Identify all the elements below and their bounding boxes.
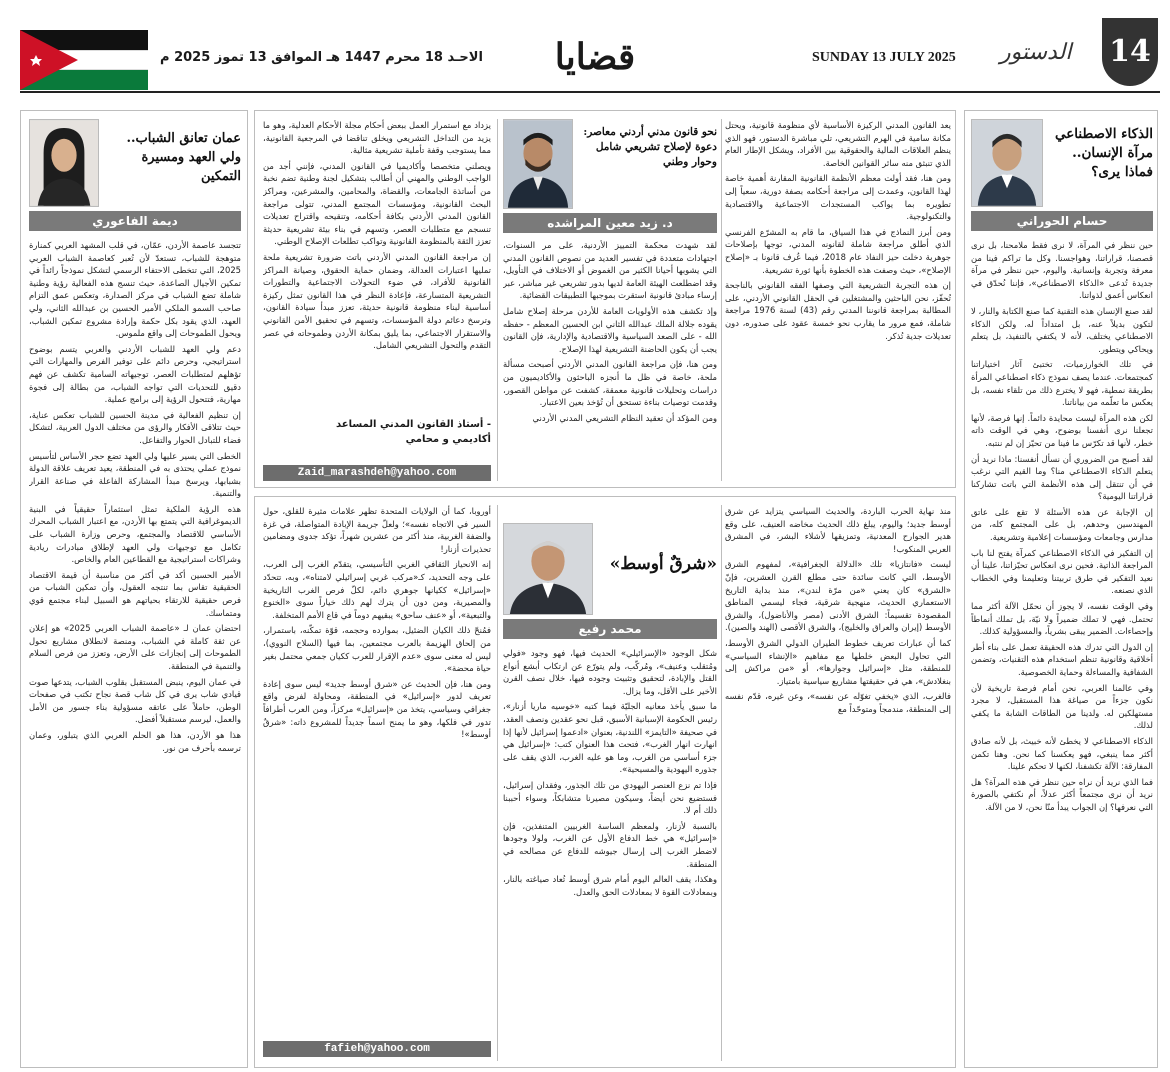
headline: نحو قانون مدني أردني معاصر: دعوة لإصلاح تشريعي شامل وحوار وطني: [583, 126, 717, 168]
author-email: Zaid_marashdeh@yahoo.com: [263, 465, 491, 481]
paragraph: لقد أصبح من الضروري أن نسأل أنفسنا: ماذا نريد أن يتعلم الذكاء الاصطناعي منا؟ وما القيم التي نرغب في أن تنتقل إلى هذه الأنظمة التي باتت تشاركنا قراراتنا اليومية؟: [971, 453, 1153, 502]
newspaper-logo: الدستور: [1000, 40, 1072, 65]
paragraph: في عمان اليوم، ينبض المستقبل بقلوب الشباب، يتدعها صوت قيادي شاب يرى في كل شاب قصة نجاح تكتب في صفحات الوطن، حاملاً على عاتقه مسؤولية بناء جسور من الأمل والعمل، ليرسم مستقبلاً أفضل.: [29, 676, 241, 725]
paragraph: ويصلني متخصصا وأكاديميا في القانون المدني، فإنني أجد من الواجب الوطني والمهني أن أطالب بتشكيل لجنة وطنية تضم نخبة من أساتذة الجامعات، والقضاة، والمحامين، والمشرعين، ومراكز البحث القانونية، ومؤسسات المجتمع المدني، تتولى مراجعة القانون المدني الأردني بكافة أحكامه، وتنقيحه واقتراح تعديلات تنسجم مع متطلبات العصر، وتسهم في بناء بيئة تشريعية حديثة تعزز الثقة بالمنظومة القانونية وتواكب تطلعات الإصلاح الوطني.: [263, 160, 491, 247]
paragraph: منذ نهاية الحرب الباردة، والحديث السياسي يتزايد عن شرق أوسط جديد؛ واليوم، يبلغ ذلك الحديث مخاضه العنيف، على وقع هدير الجوارح المعدنية، وتمزيقها لأشلاء البشر، في المشرق العربي المنكوب!: [725, 506, 951, 554]
article-youth: [20, 110, 248, 1068]
paragraph: فإذا تم نزع العنصر اليهودي من تلك الجذور، وفقدان إسرائيل، فستضيع نحن أيضاً، وسيكون مصيرنا متشابكاً، وسواء أحببنا ذلك أم لا.: [503, 779, 717, 816]
portrait-icon: [504, 120, 572, 208]
paragraph: الأمير الحسين أكد في أكثر من مناسبة أن قيمة الاقتصاد الحقيقية تقاس بما تنتجه العقول، وأن تمكين الشباب من فرص حقيقية للارتقاء بحياتهم هو السبيل لبناء مجتمع قوي ومتماسك.: [29, 569, 241, 618]
paragraph: إن مراجعة القانون المدني الأردني باتت ضرورة تشريعية ملحة تمليها اعتبارات العدالة، وضمان حماية الحقوق، وصيانة المراكز القانونية للأفراد، في ضوء التحولات الاجتماعية والتطورات التشريعية المتسارعة، فإعادة النظر في هذا القانون تمثل ركيزة أساسية لبناء منظومة قانونية حديثة، تعزز مبدأ سيادة القانون، وترسخ دعائم دولة المؤسسات، وتسهم في تحقيق الأمن القانوني والاستقرار الاجتماعي، بما يليق بمكانة الأردن وطموحاته في عصر التقدم والتحول التشريعي الشامل.: [263, 251, 491, 351]
article-body-col1: [725, 119, 951, 481]
paragraph: لكن هذه المرآة ليست محايدة دائماً. إنها فرصة، لأنها تجعلنا نرى أنفسنا بوضوح، وهي في الوقت ذاته خطر، لأنها قد تكرّس ما فينا من تحيّز إن لم ننتبه.: [971, 412, 1153, 448]
article-body-col2: [503, 647, 717, 1061]
column-divider: [497, 119, 498, 481]
author-byline: محمد رفيع: [503, 619, 717, 639]
paragraph: وإذ تكشف هذه الأولويات العامة للأردن مرحلة إصلاح شامل يقوده جلالة الملك عبدالله الثاني ابن الحسين المعظم - حفظه الله - على الصعد السياسية والاقتصادية والإدارية، فإن القانون يجب أن يكون الحاضنة التشريعية لهذا الإصلاح.: [503, 305, 717, 354]
paragraph: وهكذا، يقف العالم اليوم أمام شرق أوسط تُعاد صياغته بالنار، وبمعادلات القوة لا بمعادلات الحق والعدل.: [503, 874, 717, 897]
paragraph: تتجسد عاصمة الأردن، عمّان، في قلب المشهد العربي كمنارة متوهجة للشباب، تستعدّ لأن تُعبر كعاصمة الشباب العربي 2025، التي تتخطى الاحتفاء الرسمي لتشكل نموذجاً رائداً في تمكين الأجيال الصاعدة، حيث تنسج هذه الفعالية رؤية وطنية شاملة تضع الشباب في مركز الصدارة، وتعكس عمق التزام صاحب السمو الملكي الأمير الحسين بن عبدالله الثاني، ولي العهد، الذي يقود بكل حكمة وإرادة مشروع تمكين الشباب، ويحول الطموحات إلى واقع ملموس.: [29, 240, 241, 339]
paragraph: دعم ولي العهد للشباب الأردني والعربي يتسم بوضوح استراتيجي، وحرص دائم على توفير الفرص والمهارات التي تؤهلهم لمتطلبات العصر، توجيهاته السامية تكشف عن فهم دقيق للتحديات التي تواجه الشباب، من بطالة إلى فجوة مهارية، فتتحول الرؤية إلى برامج عملية.: [29, 343, 241, 405]
paragraph: في تلك الخوارزميات، تختبئ آثار اختياراتنا كمجتمعات. عندما يصف نموذج ذكاء اصطناعي المرأة بطريقة نمطية، فهو لا يخترع ذلك من تلقاء نفسه، بل يعكس ما تعلّمه من بياناتنا.: [971, 359, 1153, 408]
paragraph: ومن هنا، فإن مراجعة القانون المدني الأردني أصبحت مسألة ملحة، خاصة في ظل ما أنجزه الباحثون والأكاديميون من دراسات وتحليلات قانونية معمقة، كشفت عن مواطن القصور، وقدمت توصيات بناءة تستحق أن تُؤخذ بعين الاعتبار.: [503, 359, 717, 408]
paragraph: لقد شهدت محكمة التمييز الأردنية، على مر السنوات، اجتهادات متعددة في تفسير العديد من نصوص القانون المدني التي يشوبها أحيانا الكثير من الغموض أو الاختلاف في التأويل، وقد اضطلعت الهيئة العامة لديها بدور تشريعي غير مباشر، عبر إرساء مبادئ قانونية استقرت بموجبها التطبيقات القضائية.: [503, 240, 717, 301]
paragraph: كما أن عبارات تعريف خطوط الطيران الدولي الشرق الأوسط، التي تحاول البعض خلطها مع مفاهيم «الإنشاء السياسي» للمنطقة، مثل «إسرائيل وجوارها»، أو «من مراكش إلى بنغلادش»، هي في حقيقتها مشاريع سياسية بامتياز.: [725, 637, 951, 686]
paragraph: شكل الوجود «الإسرائيلي» الحديث فيها، فهو وجود «فولي ومُتقلب وعنيف»، ومُركّب، ولم يتورّع عن ارتكاب أبشع أنواع القتل والإبادة، لتحقيق وتثبيت وجوده فيها، خلال نصف القرن الأخير على الأقل، وما يزال.: [503, 648, 717, 696]
paragraph: ليست «فانتازيا» تلك «الدلالة الجغرافية»، لمفهوم الشرق الأوسط، التي كانت سائدة حتى مطلع القرن العشرين، فإنّ «الشرق» كان يعني «من مرّة لندن»، منذ بداية التاريخ الاستعماري الحديث، منهجية شرقية، فجاء ليسمي المناطق المقصودة تقسيماً: الشرق الأدنى (مصر والأناضول)، والشرق الأوسط (إيران والعراق والخليج)، والشرق الأقصى (الهند والصين).: [725, 559, 951, 633]
paragraph: إن الإجابة عن هذه الأسئلة لا تقع على عاتق المهندسين وحدهم، بل على المجتمع كله، من مدارس وجامعات ومؤسسات إعلامية وتشريعية.: [971, 506, 1153, 543]
author-byline: حسام الحوراني: [971, 211, 1153, 231]
paragraph: ومن هنا، فقد أولت معظم الأنظمة القانونية المقارنة أهمية خاصة لهذا القانون، وعمدت إلى مراجعة أحكامه بصفة دورية، سعياً إلى تطويره بما يواكب المستجدات الاجتماعية والاقتصادية والتكنولوجية.: [725, 173, 951, 222]
headline: الذكاء الاصطناعي مرآة الإنسان.. فماذا يرى؟: [1054, 126, 1153, 180]
paragraph: فمُنحّ ذلك الكيان الضئيل، بموارده وحجمه، قوّة تمكّنه، باستمرار، من إلحاق الهزيمة بالعرب مجتمعين، بما فيها (السلاح النووي)، ليس له معنى سوى «عدم الإقرار للعرب ككيان جمعي محتمل بغير حياة محضة».: [263, 625, 491, 674]
paragraph: بالنسبة لأزنار، ولمعظم الساسة الغربيين المتنفذين، فإن «إسرائيل» هي خط الدفاع الأول عن الغرب، ولولا وجودها لاضطر الغرب إلى إرسال جيوشه للدفاع عن مصالحه في المنطقة.: [503, 820, 717, 869]
page-header: [0, 0, 1170, 92]
author-photo-dima: [29, 119, 99, 207]
article-body-col3: [263, 119, 491, 409]
signature-role: أكاديمي و محامي: [405, 434, 491, 445]
date-arabic: الاحـد 18 محرم 1447 هـ الموافق 13 تموز 2025 م: [160, 50, 483, 65]
section-title: قضايا: [554, 36, 636, 78]
article-middle-east: [254, 496, 956, 1068]
paragraph: ومن أبرز النماذج في هذا السياق، ما قام به المشرّع الفرنسي الذي أطلق مراجعة شاملة لقانونه المدني، توجها بإصلاحات جوهرية دخلت حيز النفاذ عام 2018، فيما عُرف قانونا بـ «إصلاح الإصلاح»، حيث وصفت هذه الخطوة بأنها ثورة تشريعية.: [725, 226, 951, 275]
article-civil-law: [254, 110, 956, 488]
portrait-icon: [972, 120, 1042, 206]
paragraph: هذه الرؤية الملكية تمثل استثماراً حقيقياً في البنية الديموغرافية التي يتمتع بها الأردن، مع اعتبار الشباب المحرك الأساسي للاقتصاد والمجتمع، وحرص وزارة الشباب على تكامل مع توجيهات ولي العهد لإطلاق مبادرات ريادية وشراكات استراتيجية مع القطاعين العام والخاص.: [29, 503, 241, 565]
paragraph: ومن المؤكد أن تعقيد النظام التشريعي المدني الأردني: [532, 412, 717, 423]
author-photo-zaid: [503, 119, 573, 209]
author-byline: د. زيد معين المراشده: [503, 213, 717, 233]
paragraph: ما سبق يأخذ معانيه الجليّة فيما كتبه «خوسيه ماريا أزنار»، رئيس الحكومة الإسبانية الأسبق، قبل نحو عقدين ونصف العقد، في صحيفة «التايمز» اللندنية، بعنوان «ادعموا إسرائيل لأنها إذا انهارت انهار الغرب»، فتحت هذا العنوان كتب: «إسرائيل هي جزء أساسي من الغرب، وما هو عليه الغرب، الذي يقف على جذوره اليهودية والمسيحية».: [503, 701, 717, 775]
author-photo-hossam: [971, 119, 1043, 207]
signature-title: - أستاذ القانون المدني المساعد: [336, 419, 491, 430]
paragraph: أوروبا، كما أن الولايات المتحدة تظهر علامات مثيرة للقلق، حول السير في الاتجاه نفسه»؛ ولعلّ جريمة الإبادة المتواصلة، في غزة والضفة الغربية، منذ أكثر من عشرين شهراً، تؤكد جدوى ومضامين تحذيرات أزنار!: [263, 506, 491, 554]
article-body-col1: [971, 239, 1153, 1063]
jordan-flag-icon: [20, 30, 148, 90]
author-byline: ديمة الفاعوري: [29, 211, 241, 231]
paragraph: الخطى التي يسير عليها ولي العهد تضع حجر الأساس لتأسيس نموذج عملي يحتذى به في المنطقة، يعيد تعريف علاقة الدولة بشبابها، ويرسخ مبدأ المشاركة الفاعلة في صناعة القرار والتنمية.: [29, 450, 241, 499]
paragraph: إن تنظيم الفعالية في مدينة الحسين للشباب تعكس عناية، حيث تتلاقى الأفكار والرؤى من مختلف الدول العربية، لتشكل فضاء للتبادل الحوار والتفاعل.: [29, 409, 241, 445]
author-signature: [263, 417, 491, 447]
paragraph: فالغرب، الذي «يخفي تغوّله عن نفسه»، وعن غيره، قدّم نفسه إلى المنطقة، مندمجاً ومتوحّداً مع: [725, 691, 951, 714]
paragraph: ومن هنا، فإن الحديث عن «شرق أوسط جديد» ليس سوى إعادة تعريف لدور «إسرائيل» في المنطقة، ومحاولة لفرض واقع جغرافي وسياسي، يتخذ من «إسرائيل» مركزاً، ومن العرب أطرافاً تدور في فلكها، وهو ما يمنح اسماً جديداً للمشروع ذاته: «شرقٌ أوسط»!: [263, 678, 491, 740]
paragraph: إن التفكير في الذكاء الاصطناعي كمرآة يفتح لنا باب المراجعة الذاتية. فحين نرى انعكاس تحيّزاتنا، علينا أن نعيد التفكير في طرق تربيتنا وتعليمنا وفي الخطاب الذي نصنعه.: [971, 547, 1153, 596]
date-english: SUNDAY 13 JULY 2025: [812, 50, 956, 65]
article-body-col2: [503, 239, 717, 481]
headline: عمان تعانق الشباب.. ولي العهد ومسيرة التمكين: [126, 131, 241, 184]
article-body-col1: [725, 505, 951, 1061]
paragraph: لقد صنع الإنسان هذه التقنية كما صنع الكتابة والنار، لا لتكون بديلاً عنه، بل امتداداً له. ولكن الذكاء الاصطناعي يختلف، لأنه لا يكتفي بالتنفيذ، بل يتعلم ويحاكي ويتطور.: [971, 305, 1153, 354]
column-divider: [721, 505, 722, 1061]
header-divider: [20, 91, 1160, 93]
paragraph: إن هذه التجربة التشريعية التي وصفها الفقه القانوني بالناجحة تُحفّز، نحن الباحثين والمشتغلين في الحقل القانوني الأردني، على المطالبة بمراجعة قانوننا المدني رقم (43) لسنة 1976 مراجعة شاملة، فمع مرور ما يقارب نحو خمسة عقود على صدوره، دون تعديلات جدية تُذكر.: [725, 280, 951, 341]
paragraph: احتضان عمان لـ «عاصمة الشباب العربي 2025» هو إعلان عن ثقة كاملة في الشباب، ومنصة لانطلاق مشاريع تحول الطموحات إلى إنجازات على الأرض، وتعزز من فرص السلام والتنمية في المنطقة.: [29, 623, 241, 671]
headline: «شرقٌ أوسط»: [609, 554, 717, 574]
paragraph: وفي عالمنا العربي، نحن أمام فرصة تاريخية لأن نكون جزءاً من صياغة هذا المستقبل، لا مجرد مستهلكين له. ولدينا من الطاقات الشابة ما يكفي لذلك.: [971, 682, 1153, 731]
portrait-icon: [504, 524, 592, 614]
article-body-col3: [263, 505, 491, 1033]
paragraph: إنه الانحياز الثقافي الغربي التأسيسي، يتقدّم الغرب إلى العرب، على وجه التحديد، كـ«مركب غربي إسرائيلي لامتناه»، وبه، تتحدّد «إسرائيل» ككيانها جوهري دائم، لكلّ فرص الغرب التاريخية والمصيرية، ومن دون أن يترك لهم ذلك خياراً سوى «الخنوع والتبعية»، أو «عنف ساحق» يبقيهم دوماً في قاع الأمم المتخلفة.: [263, 559, 491, 620]
paragraph: هذا هو الأردن، هذا هو الحلم العربي الذي يتبلور، وعمان ترسمه بأحرف من نور.: [29, 729, 241, 753]
column-divider: [721, 119, 722, 481]
paragraph: يعد القانون المدني الركيزة الأساسية لأي منظومة قانونية، ويحتل مكانة سامية في الهرم التشريعي، تلي مباشرة الدستور، فهو الذي ينظم العلاقات المالية والحقوقية بين الأفراد، ويشكل الإطار العام الذي تنبثق منه سائر القوانين الخاصة.: [725, 120, 951, 168]
paragraph: فما الذي نريد أن نراه حين ننظر في هذه المرآة؟ هل نريد أن نرى مجتمعاً أكثر عدلاً، أم نكتفي بالصورة التي نعرفها؟ إن الجواب يبدأ منّا نحن، لا من الآلة.: [971, 776, 1153, 812]
column-divider: [497, 505, 498, 1061]
paragraph: إن الدول التي تدرك هذه الحقيقة تعمل على بناء أطر أخلاقية وقانونية تنظم استخدام هذه التقنيات، وتضمن الشفافية والمساءلة وحماية الخصوصية.: [971, 641, 1153, 677]
article-ai-mirror: [964, 110, 1158, 1068]
article-body-col1: [29, 239, 241, 1063]
paragraph: الذكاء الاصطناعي لا يخطئ لأنه خبيث، بل لأنه صادق أكثر مما ينبغي، فهو يعكسنا كما نحن. وهنا تكمن المفارقة: الآلة تكشفنا، لكنها لا تحكم علينا.: [971, 735, 1153, 772]
paragraph: حين ننظر في المرآة، لا نرى فقط ملامحنا، بل نرى قصصنا، قراراتنا، وهواجسنا. وكل ما تراكم فينا من معرفة وتجربة وإنسانية. واليوم، حين ننظر في مرآة جديدة تُدعى «الذكاء الاصطناعي»، فإننا نُحدّق في انعكاس أعمق لذواتنا.: [971, 240, 1153, 301]
page-number-badge: 14: [1102, 18, 1158, 86]
paragraph: وفي الوقت نفسه، لا يجوز أن نحمّل الآلة أكثر مما تحتمل. فهي لا تملك ضميراً ولا نيّة، بل تملك أنماطاً وإحصاءات. الضمير يبقى بشرياً، والمسؤولية كذلك.: [971, 601, 1153, 637]
paragraph: يزداد مع استمرار العمل ببعض أحكام مجلة الأحكام العدلية، وهو ما يزيد من التداخل التشريعي ويخلق تناقضا في المرجعية القانونية، مما يستوجب وقفة تأملية تشريعية مثالية.: [263, 120, 491, 156]
author-photo-mohammad: [503, 523, 593, 615]
author-email: fafieh@yahoo.com: [263, 1041, 491, 1057]
portrait-icon: [30, 120, 98, 206]
